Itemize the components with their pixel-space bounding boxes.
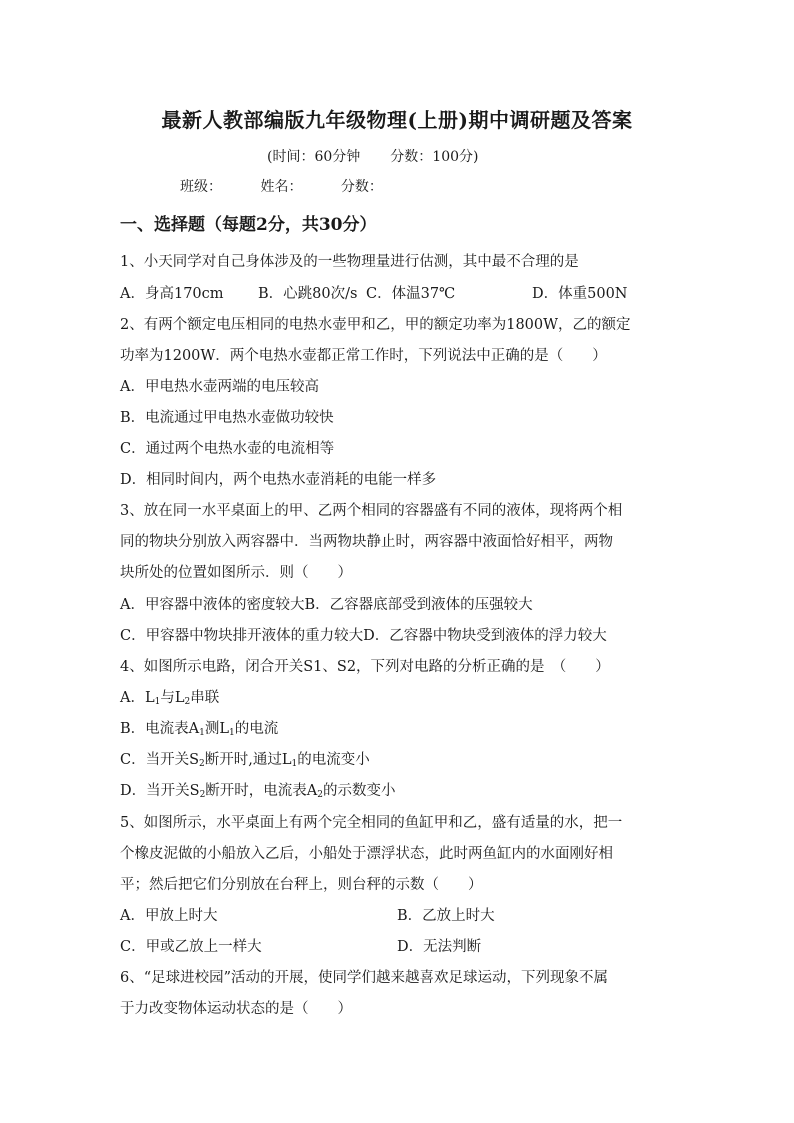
- question-2-line-1: 2、有两个额定电压相同的电热水壶甲和乙，甲的额定功率为1800W，乙的额定: [120, 317, 631, 333]
- q5-options-ab: [120, 904, 495, 925]
- q4a-text-1: A．L: [120, 690, 155, 706]
- q2-option-b: B．电流通过甲电热水壶做功较快: [120, 410, 334, 426]
- q4c-subscript-1: 2: [199, 759, 205, 769]
- exam-total-score: 分数：100分): [390, 149, 479, 165]
- q4b-subscript-2: 1: [229, 728, 235, 738]
- question-6-line-1: 6、“足球进校园”活动的开展，使同学们越来越喜欢足球运动，下列现象不属: [120, 970, 609, 986]
- question-5-line-2: 个橡皮泥做的小船放入乙后，小船处于漂浮状态，此时两鱼缸内的水面刚好相: [120, 846, 613, 862]
- q4d-text-1: D．当开关S: [120, 783, 200, 799]
- q5-option-a: A．甲放上时大: [120, 908, 218, 924]
- q4d-subscript-1: 2: [199, 790, 206, 800]
- q1-option-c: C．体温37℃: [366, 286, 456, 302]
- q3-options-cd: C．甲容器中物块排开液体的重力较大D．乙容器中物块受到液体的浮力较大: [120, 628, 607, 644]
- exam-time-score: [267, 146, 478, 166]
- question-1-stem: 1、小天同学对自己身体涉及的一些物理量进行估测，其中最不合理的是: [120, 254, 579, 270]
- q2-option-c: C．通过两个电热水壶的电流相等: [120, 441, 335, 457]
- question-5-line-1: 5、如图所示，水平桌面上有两个完全相同的鱼缸甲和乙，盛有适量的水，把一: [120, 815, 623, 831]
- q4a-subscript-1: 1: [154, 697, 161, 707]
- q1-option-a: A．身高170cm: [120, 286, 224, 302]
- question-6-line-2: 于力改变物体运动状态的是（ ）: [120, 1001, 352, 1017]
- q4d-text-2: 断开时，电流表A: [205, 783, 318, 799]
- q4b-text-3: 的电流: [234, 721, 279, 737]
- q4a-text-3: 串联: [190, 690, 220, 706]
- question-5-line-3: 平；然后把它们分别放在台秤上，则台秤的示数（ ）: [120, 877, 483, 893]
- q4b-subscript-1: 1: [199, 728, 205, 738]
- q4b-text-1: B．电流表A: [120, 721, 200, 737]
- q5-option-d: D．无法判断: [397, 939, 482, 955]
- question-3-line-1: 3、放在同一水平桌面上的甲、乙两个相同的容器盛有不同的液体，现将两个相: [120, 503, 623, 519]
- section-heading: 一、选择题（每题2分，共30分）: [120, 215, 377, 235]
- q4a-subscript-2: 2: [184, 697, 191, 707]
- question-3-line-3: 块所处的位置如图所示．则（ ）: [120, 565, 352, 581]
- name-label: 姓名：: [260, 179, 303, 195]
- q4c-subscript-2: 1: [291, 759, 298, 769]
- q4b-text-2: 测L: [204, 721, 230, 737]
- question-3-line-2: 同的物块分别放入两容器中．当两物块静止时，两容器中液面恰好相平，两物: [120, 534, 613, 550]
- q1-option-d: D．体重500N: [532, 286, 628, 302]
- exam-time: (时间：60分钟: [267, 149, 361, 165]
- q5-option-c: C．甲或乙放上一样大: [120, 939, 262, 955]
- document-title: 最新人教部编版九年级物理(上册)期中调研题及答案: [161, 108, 633, 132]
- student-info-line: [180, 176, 417, 196]
- q5-option-b: B．乙放上时大: [397, 908, 495, 924]
- q5-options-cd: [120, 935, 481, 956]
- question-1-options: [120, 282, 628, 303]
- q3-options-ab: A．甲容器中液体的密度较大B．乙容器底部受到液体的压强较大: [120, 597, 533, 613]
- q4c-text-2: 断开时,通过L: [204, 752, 292, 768]
- score-label: 分数：: [340, 179, 383, 195]
- q4c-text-1: C．当开关S: [120, 752, 200, 768]
- class-label: 班级：: [180, 179, 222, 195]
- q4-option-b: [120, 717, 278, 738]
- question-2-line-2: 功率为1200W．两个电热水壶都正常工作时，下列说法中正确的是（ ）: [120, 348, 607, 364]
- q4-option-d: [120, 779, 396, 800]
- q4a-text-2: 与L: [160, 690, 185, 706]
- q4-option-a: [120, 686, 219, 707]
- q2-option-a: A．甲电热水壶两端的电压较高: [120, 379, 319, 395]
- q4d-subscript-2: 2: [317, 790, 324, 800]
- q4d-text-3: 的示数变小: [323, 783, 396, 799]
- question-4-stem: 4、如图所示电路，闭合开关S1、S2，下列对电路的分析正确的是 （ ）: [120, 659, 610, 675]
- q4c-text-3: 的电流变小: [297, 752, 370, 768]
- q2-option-d: D．相同时间内，两个电热水壶消耗的电能一样多: [120, 472, 437, 488]
- q1-option-b: B．心跳80次/s: [258, 286, 358, 302]
- q4-option-c: [120, 748, 370, 769]
